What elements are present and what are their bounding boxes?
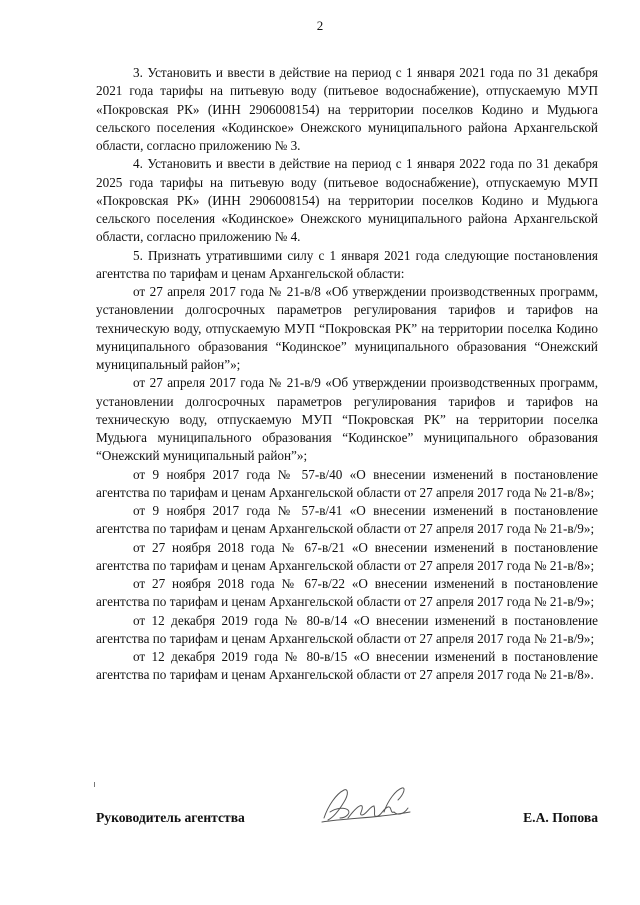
page-number: 2 <box>316 18 324 33</box>
handwritten-signature <box>318 782 414 833</box>
scan-mark <box>94 782 95 787</box>
paragraph-5: 5. Признать утратившими силу с 1 января 2021 года следующие постановления агентства по тарифам и ценам Архангельской области: <box>96 247 598 281</box>
revoked-item-1: от 27 апреля 2017 года № 21-в/8 «Об утверждении производственных программ, установлении долгосрочных параметров регулирования тарифов и тарифов на техническую воду, отпускаемую МУП “Покровская РК” на территории поселка Кодино муниципального образования “Кодинское” муниципального образования “Онежский муниципальный район”»; <box>96 284 598 372</box>
signatory-name: Е.А. Попова <box>523 810 598 825</box>
paragraph-4: 4. Установить и ввести в действие на период с 1 января 2022 года по 31 декабря 2025 года тарифы на питьевую воду (питьевое водоснабжение), отпускаемую МУП «Покровская РК» (ИНН 2906008154) на территории поселков Кодино и Мудьюга сельского поселения «Кодинское» Онежского муниципального района Архангельской области, согласно приложению № 4. <box>96 156 598 245</box>
revoked-item-6: от 27 ноября 2018 года № 67-в/22 «О внесении изменений в постановление агентства по тарифам и ценам Архангельской области от 27 апреля 2017 года № 21-в/9»; <box>96 576 598 610</box>
revoked-item-4: от 9 ноября 2017 года № 57-в/41 «О внесении изменений в постановление агентства по тарифам и ценам Архангельской области от 27 апреля 2017 года № 21-в/9»; <box>96 503 598 537</box>
revoked-item-2: от 27 апреля 2017 года № 21-в/9 «Об утверждении производственных программ, установлении долгосрочных параметров регулирования тарифов и тарифов на техническую воду, отпускаемую МУП “Покровская РК” на территории поселка Мудьюга муниципального образования “Кодинское” муниципального образования “Онежский муниципальный район”»; <box>96 375 598 464</box>
revoked-item-7: от 12 декабря 2019 года № 80-в/14 «О внесении изменений в постановление агентства по тарифам и ценам Архангельской области от 27 апреля 2017 года № 21-в/9»; <box>96 612 598 646</box>
revoked-item-5: от 27 ноября 2018 года № 67-в/21 «О внесении изменений в постановление агентства по тарифам и ценам Архангельской области от 27 апреля 2017 года № 21-в/8»; <box>96 539 598 573</box>
signatory-title: Руководитель агентства <box>96 810 245 825</box>
document-body <box>96 64 598 685</box>
paragraph-3: 3. Установить и ввести в действие на период с 1 января 2021 года по 31 декабря 2021 года тарифы на питьевую воду (питьевое водоснабжение), отпускаемую МУП «Покровская РК» (ИНН 2906008154) на территории поселков Кодино и Мудьюга сельского поселения «Кодинское» Онежского муниципального района Архангельской области, согласно приложению № 3. <box>96 65 598 153</box>
revoked-item-8: от 12 декабря 2019 года № 80-в/15 «О внесении изменений в постановление агентства по тарифам и ценам Архангельской области от 27 апреля 2017 года № 21-в/8». <box>96 649 598 683</box>
revoked-item-3: от 9 ноября 2017 года № 57-в/40 «О внесении изменений в постановление агентства по тарифам и ценам Архангельской области от 27 апреля 2017 года № 21-в/8»; <box>96 466 598 500</box>
